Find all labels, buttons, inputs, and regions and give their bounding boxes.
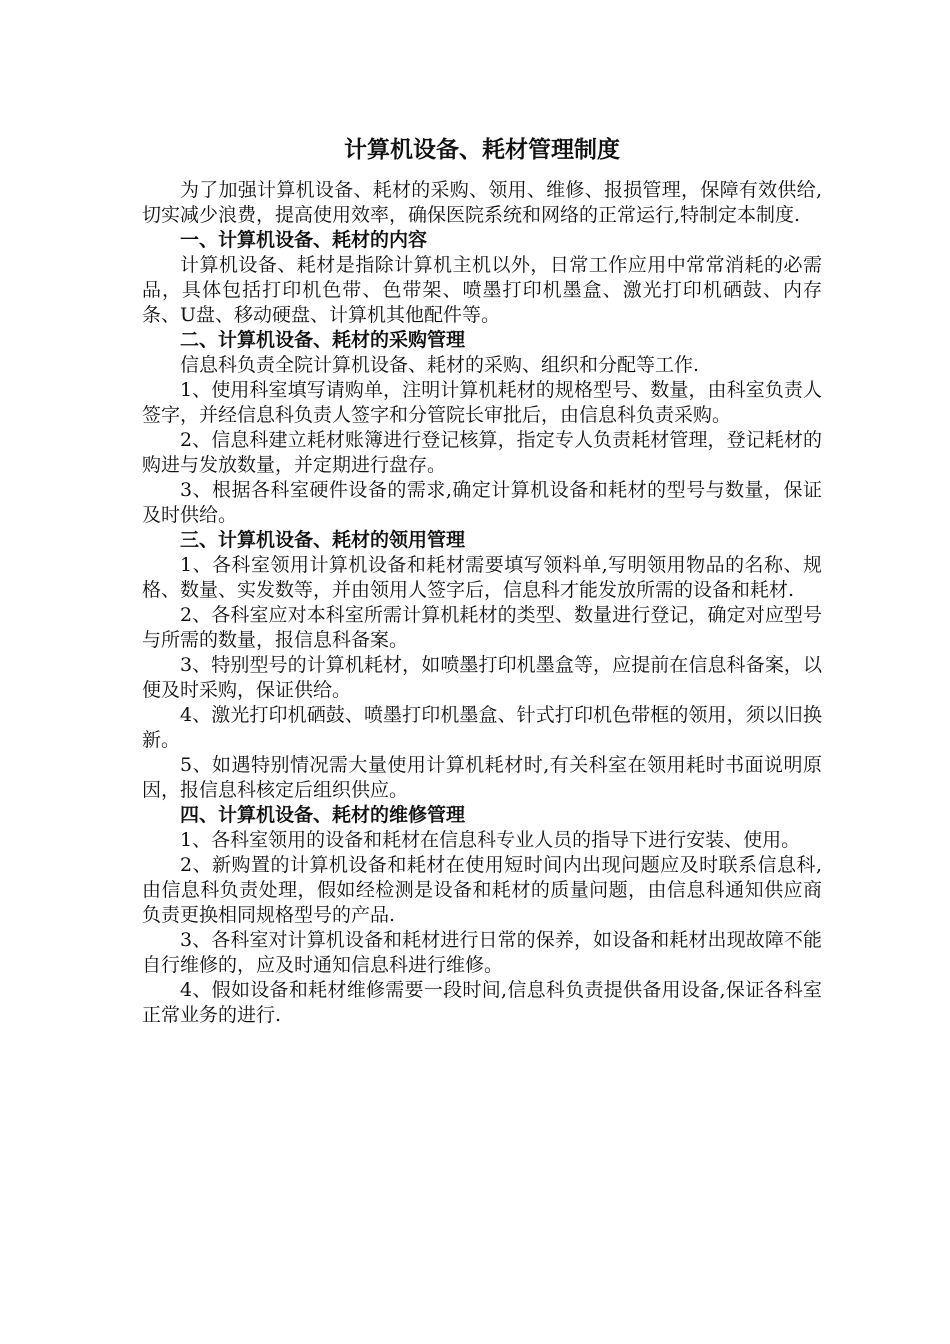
section-paragraph: 4、激光打印机硒鼓、喷墨打印机墨盒、针式打印机色带框的领用，须以旧换新。 bbox=[142, 704, 822, 751]
section-paragraph: 3、特别型号的计算机耗材，如喷墨打印机墨盒等，应提前在信息科备案，以便及时采购，保证供给。 bbox=[142, 654, 822, 701]
section-paragraph: 1、各科室领用计算机设备和耗材需要填写领料单,写明领用物品的名称、规格、数量、实发数等，并由领用人签字后，信息科才能发放所需的设备和耗材. bbox=[142, 554, 822, 601]
section-paragraph: 计算机设备、耗材是指除计算机主机以外，日常工作应用中常常消耗的必需品，具体包括打印机色带、色带架、喷墨打印机墨盒、激光打印机硒鼓、内存条、U盘、移动硬盘、计算机其他配件等。 bbox=[142, 254, 822, 326]
section-paragraph: 2、信息科建立耗材账簿进行登记核算，指定专人负责耗材管理，登记耗材的购进与发放数量，并定期进行盘存。 bbox=[142, 429, 822, 476]
section-paragraph: 3、根据各科室硬件设备的需求,确定计算机设备和耗材的型号与数量，保证及时供给。 bbox=[142, 479, 822, 526]
section-heading: 四、计算机设备、耗材的维修管理 bbox=[180, 804, 466, 826]
section-paragraph: 2、新购置的计算机设备和耗材在使用短时间内出现问题应及时联系信息科,由信息科负责处理，假如经检测是设备和耗材的质量问题，由信息科通知供应商负责更换相同规格型号的产品. bbox=[142, 854, 822, 926]
section-paragraph: 5、如遇特别情况需大量使用计算机耗材时,有关科室在领用耗时书面说明原因，报信息科核定后组织供应。 bbox=[142, 754, 822, 801]
section-paragraph: 1、各科室领用的设备和耗材在信息科专业人员的指导下进行安装、使用。 bbox=[180, 829, 801, 851]
document-title: 计算机设备、耗材管理制度 bbox=[344, 137, 620, 163]
intro-paragraph: 为了加强计算机设备、耗材的采购、领用、维修、报损管理，保障有效供给,切实减少浪费，提高使用效率，确保医院系统和网络的正常运行,特制定本制度. bbox=[142, 179, 822, 226]
section-requisition bbox=[142, 528, 822, 803]
document-content bbox=[142, 134, 822, 1028]
section-content bbox=[142, 228, 822, 328]
section-paragraph: 4、假如设备和耗材维修需要一段时间,信息科负责提供备用设备,保证各科室正常业务的进行. bbox=[142, 979, 822, 1026]
section-heading: 三、计算机设备、耗材的领用管理 bbox=[180, 529, 466, 551]
section-maintenance bbox=[142, 803, 822, 1028]
section-heading: 一、计算机设备、耗材的内容 bbox=[180, 229, 428, 251]
document-body bbox=[142, 178, 822, 1028]
section-procurement bbox=[142, 328, 822, 528]
section-paragraph: 2、各科室应对本科室所需计算机耗材的类型、数量进行登记，确定对应型号与所需的数量，报信息科备案。 bbox=[142, 604, 822, 651]
section-paragraph: 1、使用科室填写请购单，注明计算机耗材的规格型号、数量，由科室负责人签字，并经信息科负责人签字和分管院长审批后，由信息科负责采购。 bbox=[142, 379, 822, 426]
section-paragraph: 信息科负责全院计算机设备、耗材的采购、组织和分配等工作. bbox=[180, 354, 700, 376]
section-heading: 二、计算机设备、耗材的采购管理 bbox=[180, 329, 466, 351]
section-paragraph: 3、各科室对计算机设备和耗材进行日常的保养，如设备和耗材出现故障不能自行维修的，应及时通知信息科进行维修。 bbox=[142, 929, 822, 976]
